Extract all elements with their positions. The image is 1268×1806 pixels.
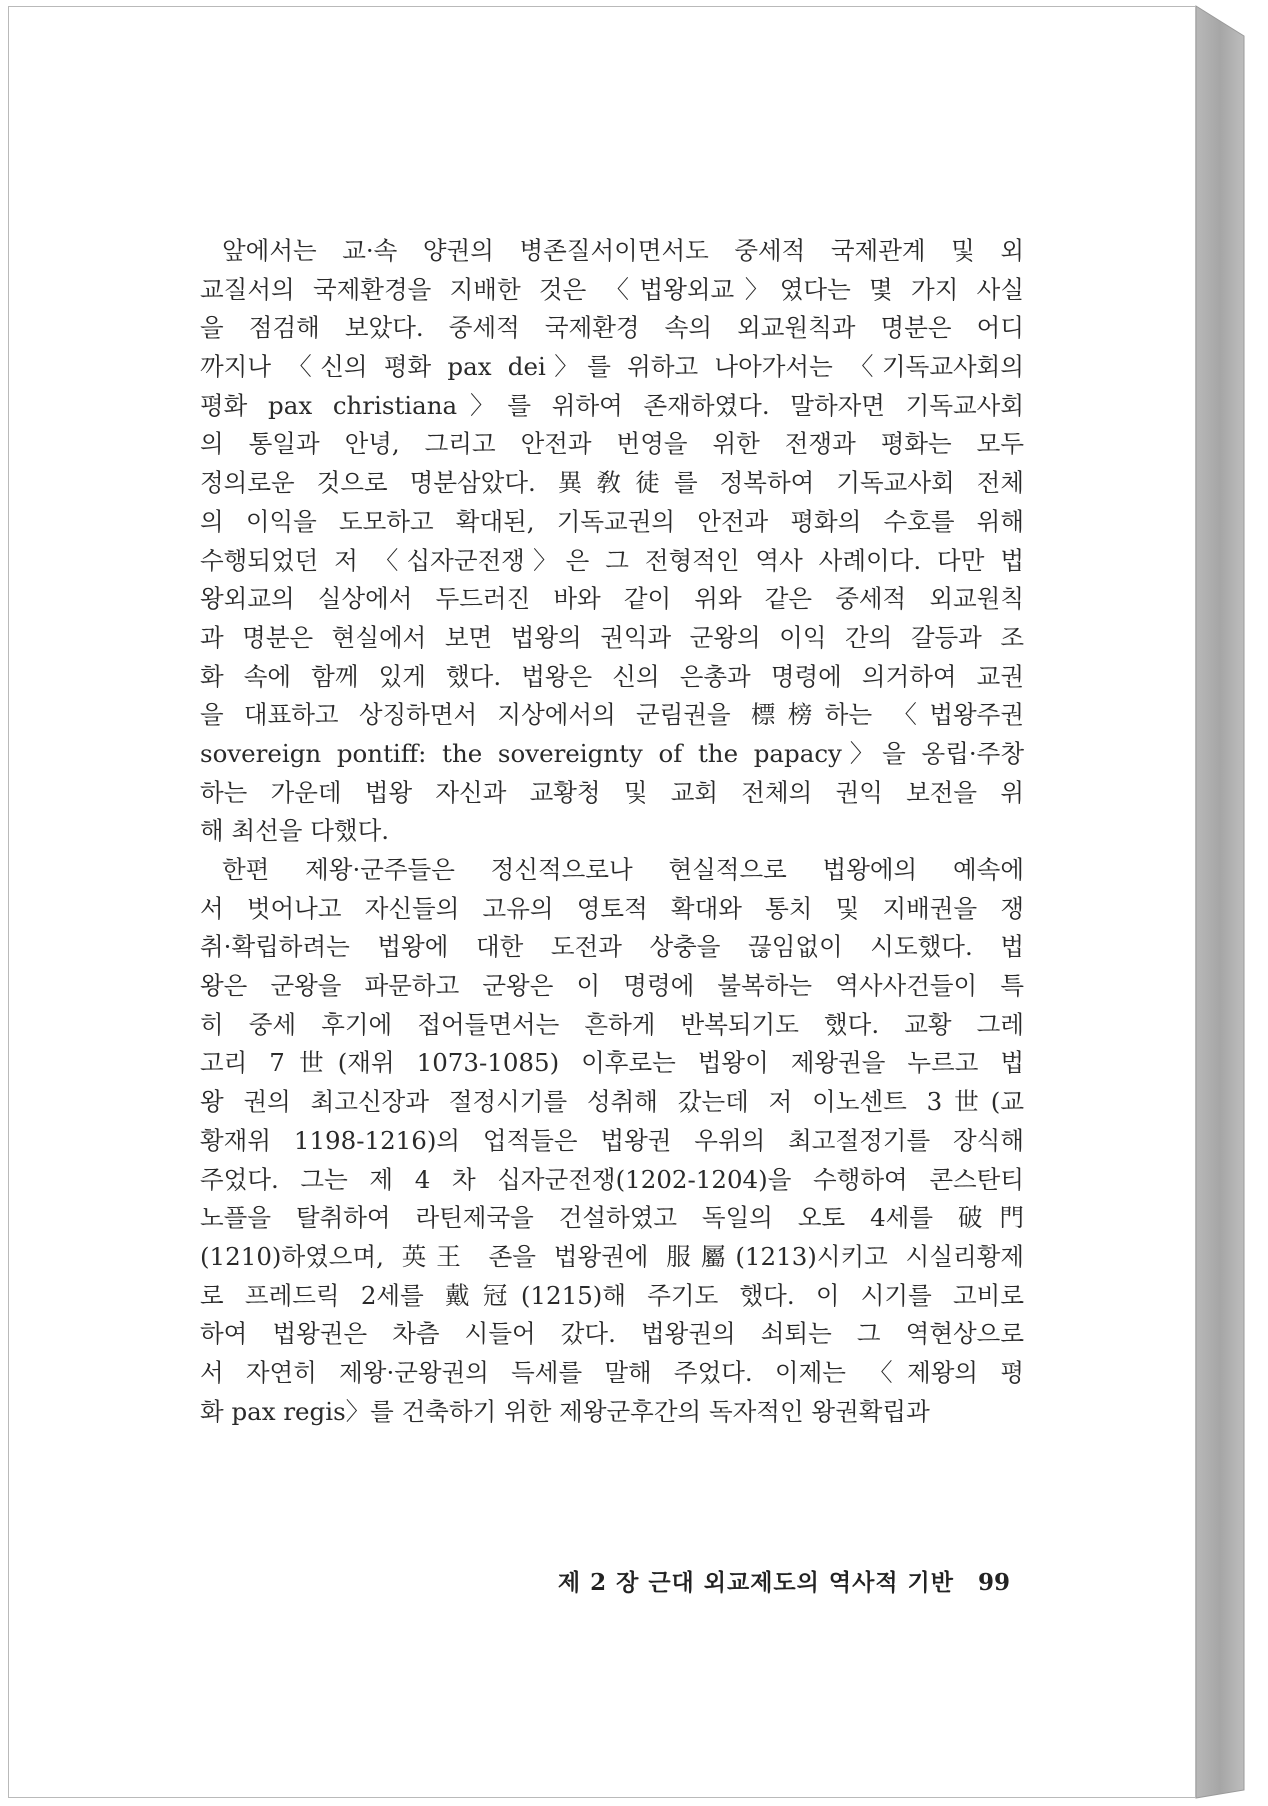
- text-line: 왕 권의 최고신장과 절정시기를 성취해 갔는데 저 이노센트 3世(교: [200, 1087, 1024, 1117]
- page-footer: [540, 1564, 1010, 1597]
- text-line: 황재위 1198-1216)의 업적들은 법왕권 우위의 최고절정기를 장식해: [200, 1125, 1024, 1155]
- paragraph: [200, 232, 1024, 851]
- text-line: 하는 가운데 법왕 자신과 교황청 및 교회 전체의 권익 보전을 위: [200, 777, 1024, 807]
- text-line: 을 대표하고 상징하면서 지상에서의 군림권을 標榜하는 〈법왕주권: [200, 700, 1024, 730]
- text-line: 의 통일과 안녕, 그리고 안전과 번영을 위한 전쟁과 평화는 모두: [200, 429, 1024, 459]
- text-line: 고리 7世(재위 1073-1085) 이후로는 법왕이 제왕권을 누르고 법: [200, 1048, 1024, 1078]
- text-line: 정의로운 것으로 명분삼았다. 異敎徒를 정복하여 기독교사회 전체: [200, 468, 1024, 498]
- text-line: 평화 pax christiana〉를 위하여 존재하였다. 말하자면 기독교사회: [200, 390, 1024, 420]
- paragraph: [200, 851, 1024, 1431]
- text-line: 앞에서는 교·속 양권의 병존질서이면서도 중세적 국제관계 및 외: [222, 236, 1024, 265]
- text-line: 로 프레드릭 2세를 戴冠(1215)해 주기도 했다. 이 시기를 고비로: [200, 1280, 1024, 1310]
- text-line: 까지나 〈신의 평화 pax dei〉를 위하고 나아가서는 〈기독교사회의: [200, 352, 1024, 382]
- text-line: 히 중세 후기에 접어들면서는 흔하게 반복되기도 했다. 교황 그레: [200, 1009, 1024, 1039]
- page-number: 99: [977, 1569, 1010, 1596]
- text-line: 노플을 탈취하여 라틴제국을 건설하였고 독일의 오토 4세를 破門: [200, 1203, 1024, 1233]
- text-line: 교질서의 국제환경을 지배한 것은 〈법왕외교〉였다는 몇 가지 사실: [200, 274, 1024, 304]
- text-line: 서 벗어나고 자신들의 고유의 영토적 확대와 통치 및 지배권을 쟁: [200, 893, 1024, 923]
- text-line: 취·확립하려는 법왕에 대한 도전과 상충을 끊임없이 시도했다. 법: [200, 932, 1024, 962]
- text-line: 주었다. 그는 제 4 차 십자군전쟁(1202-1204)을 수행하여 콘스탄티: [200, 1164, 1024, 1194]
- text-line: 왕은 군왕을 파문하고 군왕은 이 명령에 불복하는 역사사건들이 특: [200, 971, 1024, 1001]
- running-header-chapter: 제 2 장 근대 외교제도의 역사적 기반: [557, 1569, 954, 1596]
- text-line: 왕외교의 실상에서 두드러진 바와 같이 위와 같은 중세적 외교원칙: [200, 584, 1024, 614]
- text-line: 화 속에 함께 있게 했다. 법왕은 신의 은총과 명령에 의거하여 교권: [200, 661, 1024, 691]
- text-line: (1210)하였으며, 英王 존을 법왕권에 服屬(1213)시키고 시실리황제: [200, 1241, 1024, 1271]
- text-line: 의 이익을 도모하고 확대된, 기독교권의 안전과 평화의 수호를 위해: [200, 506, 1024, 536]
- text-line: 화 pax regis〉를 건축하기 위한 제왕군후간의 독자적인 왕권확립과: [200, 1396, 930, 1426]
- body-text: [200, 232, 1024, 1431]
- text-line: 하여 법왕권은 차츰 시들어 갔다. 법왕권의 쇠퇴는 그 역현상으로: [200, 1319, 1024, 1349]
- text-line: sovereign pontiff: the sovereignty of the papacy〉을 옹립·주창: [200, 738, 1024, 768]
- text-line: 서 자연히 제왕·군왕권의 득세를 말해 주었다. 이제는 〈제왕의 평: [200, 1357, 1024, 1387]
- text-line: 한편 제왕·군주들은 정신적으로나 현실적으로 법왕에의 예속에: [222, 855, 1024, 884]
- text-line: 과 명분은 현실에서 보면 법왕의 권익과 군왕의 이익 간의 갈등과 조: [200, 622, 1024, 652]
- text-line: 해 최선을 다했다.: [200, 816, 390, 846]
- text-line: 수행되었던 저 〈십자군전쟁〉은 그 전형적인 역사 사례이다. 다만 법: [200, 545, 1024, 575]
- text-line: 을 점검해 보았다. 중세적 국제환경 속의 외교원칙과 명분은 어디: [200, 313, 1024, 343]
